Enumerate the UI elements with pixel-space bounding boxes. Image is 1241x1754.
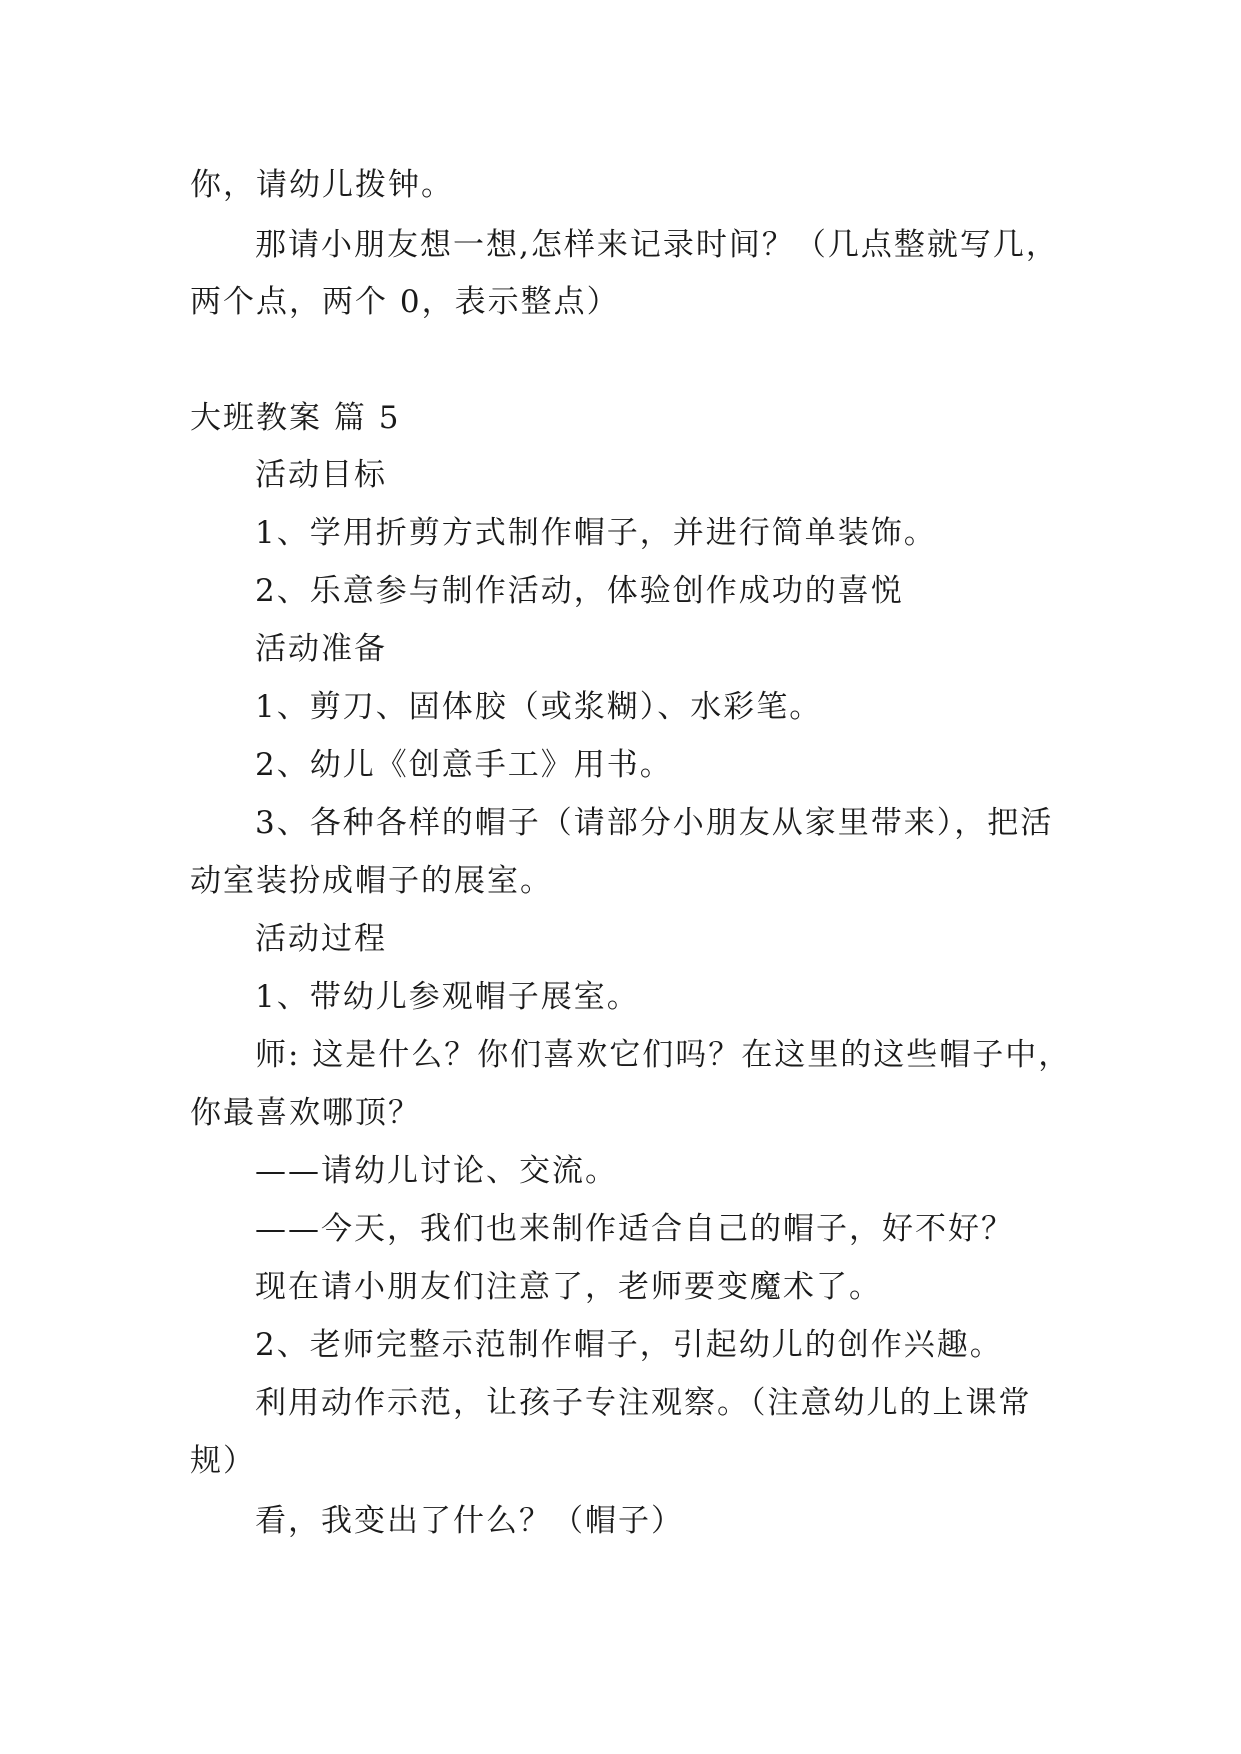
text-line: 现在请小朋友们注意了，老师要变魔术了。 bbox=[255, 1269, 882, 1305]
text-line: 你，请幼儿拨钟。 bbox=[190, 167, 454, 203]
text-line: 2、幼儿《创意手工》用书。 bbox=[255, 747, 673, 783]
text-line: ——今天，我们也来制作适合自己的帽子，好不好？ bbox=[255, 1211, 1014, 1247]
text-line: 你最喜欢哪顶？ bbox=[190, 1095, 421, 1131]
text-line: 2、老师完整示范制作帽子，引起幼儿的创作兴趣。 bbox=[255, 1327, 1003, 1363]
text-line: ——请幼儿讨论、交流。 bbox=[255, 1153, 618, 1189]
subheading: 活动准备 bbox=[255, 631, 387, 667]
text-line: 那请小朋友想一想,怎样来记录时间？（几点整就写几， bbox=[255, 227, 1059, 263]
text-line: 规） bbox=[190, 1443, 256, 1479]
text-line: 两个点，两个 0，表示整点） bbox=[190, 284, 620, 320]
text-line: 3、各种各样的帽子（请部分小朋友从家里带来），把活 bbox=[255, 805, 1054, 841]
section-heading: 大班教案 篇 5 bbox=[190, 400, 401, 436]
text-line: 动室装扮成帽子的展室。 bbox=[190, 863, 553, 899]
subheading: 活动目标 bbox=[255, 457, 387, 493]
text-line: 2、乐意参与制作活动，体验创作成功的喜悦 bbox=[255, 573, 904, 609]
text-line: 利用动作示范，让孩子专注观察。（注意幼儿的上课常 bbox=[255, 1385, 1032, 1421]
text-line: 1、学用折剪方式制作帽子，并进行简单装饰。 bbox=[255, 515, 937, 551]
text-line: 1、剪刀、固体胶（或浆糊）、水彩笔。 bbox=[255, 689, 823, 725]
subheading: 活动过程 bbox=[255, 921, 387, 957]
text-line: 看，我变出了什么？（帽子） bbox=[255, 1503, 684, 1539]
text-line: 师: 这是什么？你们喜欢它们吗？在这里的这些帽子中， bbox=[255, 1037, 1072, 1073]
text-line: 1、带幼儿参观帽子展室。 bbox=[255, 979, 640, 1015]
